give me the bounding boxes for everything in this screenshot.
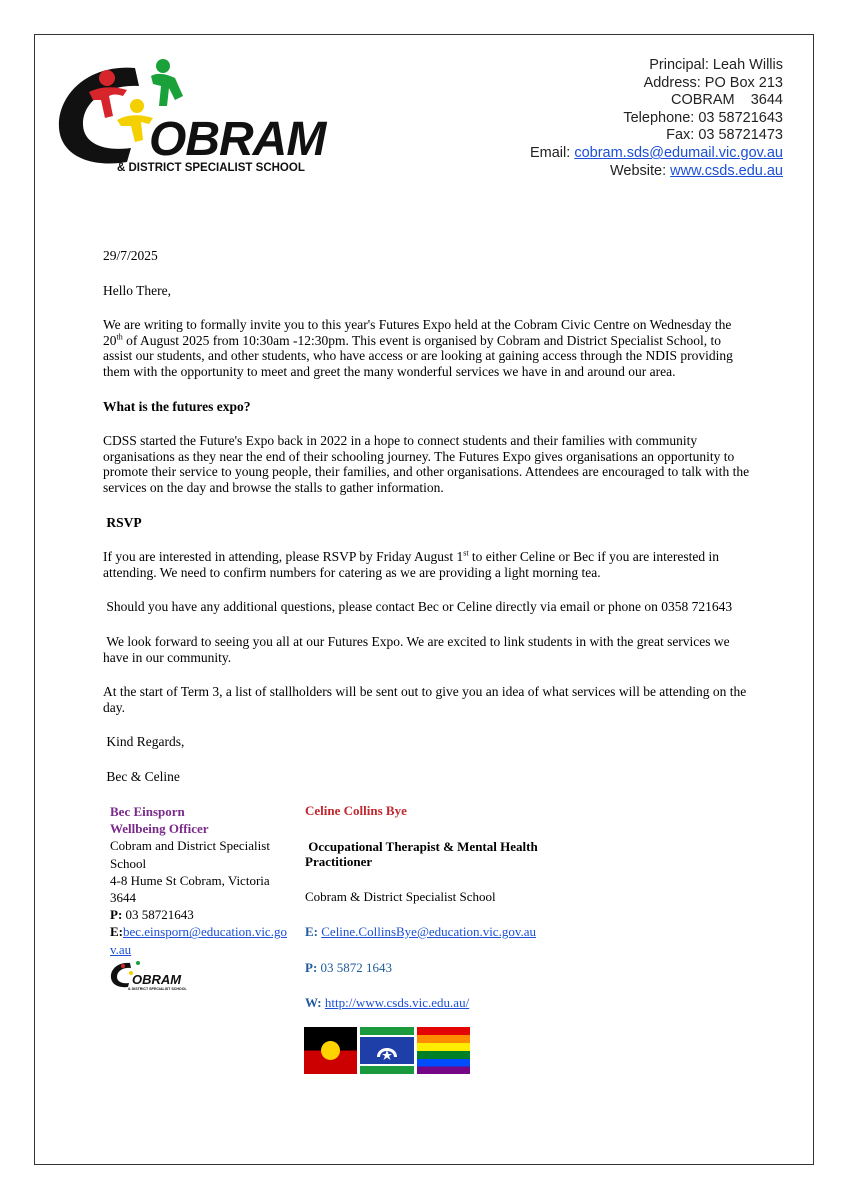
celine-role: Occupational Therapist & Mental Health Practitioner xyxy=(305,838,541,869)
questions-paragraph: Should you have any additional questions, please contact Bec or Celine directly via email or phone on 0358 721643 xyxy=(103,599,733,615)
bec-address: 4-8 Hume St Cobram, Victoria 3644 xyxy=(110,872,270,906)
email-line xyxy=(530,145,783,163)
celine-school: Cobram & District Specialist School xyxy=(305,888,496,904)
signature-celine xyxy=(305,803,565,1011)
bec-role: Wellbeing Officer xyxy=(110,821,209,837)
bec-email-link[interactable]: bec.einsporn@education.vic.gov.au xyxy=(110,924,287,957)
rsvp-paragraph xyxy=(103,549,753,580)
school-contact-block xyxy=(530,57,783,180)
torres-strait-flag-icon xyxy=(360,1027,414,1074)
mini-logo-subtitle: & DISTRICT SPECIALIST SCHOOL xyxy=(128,987,187,991)
letter-date: 29/7/2025 xyxy=(103,248,158,263)
look-forward-paragraph: We look forward to seeing you all at our Futures Expo. We are excited to link students in with the great services we have in our community. xyxy=(103,633,734,665)
section-heading-rsvp: RSVP xyxy=(103,514,142,530)
celine-web-line xyxy=(305,995,565,1011)
email-label: Email: xyxy=(529,144,575,161)
address-line: Address: PO Box 213 xyxy=(643,74,783,91)
bec-phone: 03 58721643 xyxy=(122,907,194,923)
bec-phone-line xyxy=(110,906,295,923)
celine-web-link[interactable]: http://www.csds.vic.edu.au/ xyxy=(324,995,470,1010)
mini-school-logo xyxy=(110,960,190,992)
celine-phone-line xyxy=(305,960,565,976)
closing: Kind Regards, xyxy=(103,734,185,750)
bec-phone-label: P: xyxy=(110,907,123,923)
signature-bec xyxy=(110,803,295,958)
greeting: Hello There, xyxy=(103,282,171,298)
celine-email-line xyxy=(305,924,565,940)
celine-phone: 03 5872 1643 xyxy=(317,959,393,975)
rsvp-sup: st xyxy=(463,548,469,558)
flags-graphic xyxy=(304,1027,470,1074)
mini-logo-graphic xyxy=(110,960,190,992)
telephone-line: Telephone: 03 58721643 xyxy=(623,109,783,126)
rainbow-flag-icon xyxy=(417,1027,470,1074)
principal-line: Principal: Leah Willis xyxy=(649,57,783,73)
flags-row xyxy=(304,1027,470,1074)
celine-web-label: W: xyxy=(305,995,322,1010)
celine-email-label: E: xyxy=(305,924,318,939)
postcode-line: COBRAM 3644 xyxy=(670,92,783,109)
intro-text-b: of August 2025 from 10:30am -12:30pm. This event is organised by Cobram and District Specialist School, to assist our students, and other students, who have access or are looking at gaining access through the NDIS providing them with the opportunity to meet and greet the many wonderful services we have in and around our area. xyxy=(103,332,733,379)
fax-line: Fax: 03 58721473 xyxy=(666,127,783,144)
section-heading-expo: What is the futures expo? xyxy=(103,398,251,414)
website-label: Website: xyxy=(609,162,671,179)
letter-body xyxy=(103,248,753,784)
school-email-link[interactable]: cobram.sds@edumail.vic.gov.au xyxy=(574,144,783,161)
logo-subtitle: & DISTRICT SPECIALIST SCHOOL xyxy=(117,162,305,174)
mini-logo-word: OBRAM xyxy=(132,972,182,987)
aboriginal-flag-icon xyxy=(304,1027,357,1074)
expo-paragraph: CDSS started the Future's Expo back in 2022 in a hope to connect students and their families with community organisations as they near the end of their schooling journey. The Futures Expo gives organisations an opportunity to promote their service to young people, their families, and other organisations. Attendees are encouraged to talk with the services on the day and browse the stalls to gather information. xyxy=(103,433,750,495)
intro-text-a: We are writing to formally invite you to this year's Futures Expo held at the Cobram Civic Centre on Wednesday the 20 xyxy=(103,317,732,348)
celine-email-link[interactable]: Celine.CollinsBye@education.vic.gov.au xyxy=(321,924,537,939)
bec-name: Bec Einsporn xyxy=(110,804,185,819)
school-logo xyxy=(57,56,337,181)
intro-paragraph xyxy=(103,317,753,379)
logo-wordmark: OBRAM xyxy=(149,113,326,166)
website-line xyxy=(530,163,783,181)
celine-phone-label: P: xyxy=(305,959,318,975)
intro-sup: th xyxy=(116,332,123,342)
rsvp-text-b: to either Celine or Bec if you are interested in attending. We need to confirm numbers for catering as we are providing a light morning tea. xyxy=(103,549,719,580)
rsvp-text-a: If you are interested in attending, please RSVP by Friday August 1 xyxy=(103,549,464,565)
bec-email-line xyxy=(110,923,295,957)
bec-email-label: E: xyxy=(110,924,123,940)
stallholders-paragraph: At the start of Term 3, a list of stallholders will be sent out to give you an idea of what services will be attending on the day. xyxy=(103,684,747,715)
school-website-link[interactable]: www.csds.edu.au xyxy=(670,162,783,179)
signoff: Bec & Celine xyxy=(103,768,180,784)
bec-school: Cobram and District Specialist School xyxy=(110,838,270,871)
celine-name: Celine Collins Bye xyxy=(305,803,407,818)
